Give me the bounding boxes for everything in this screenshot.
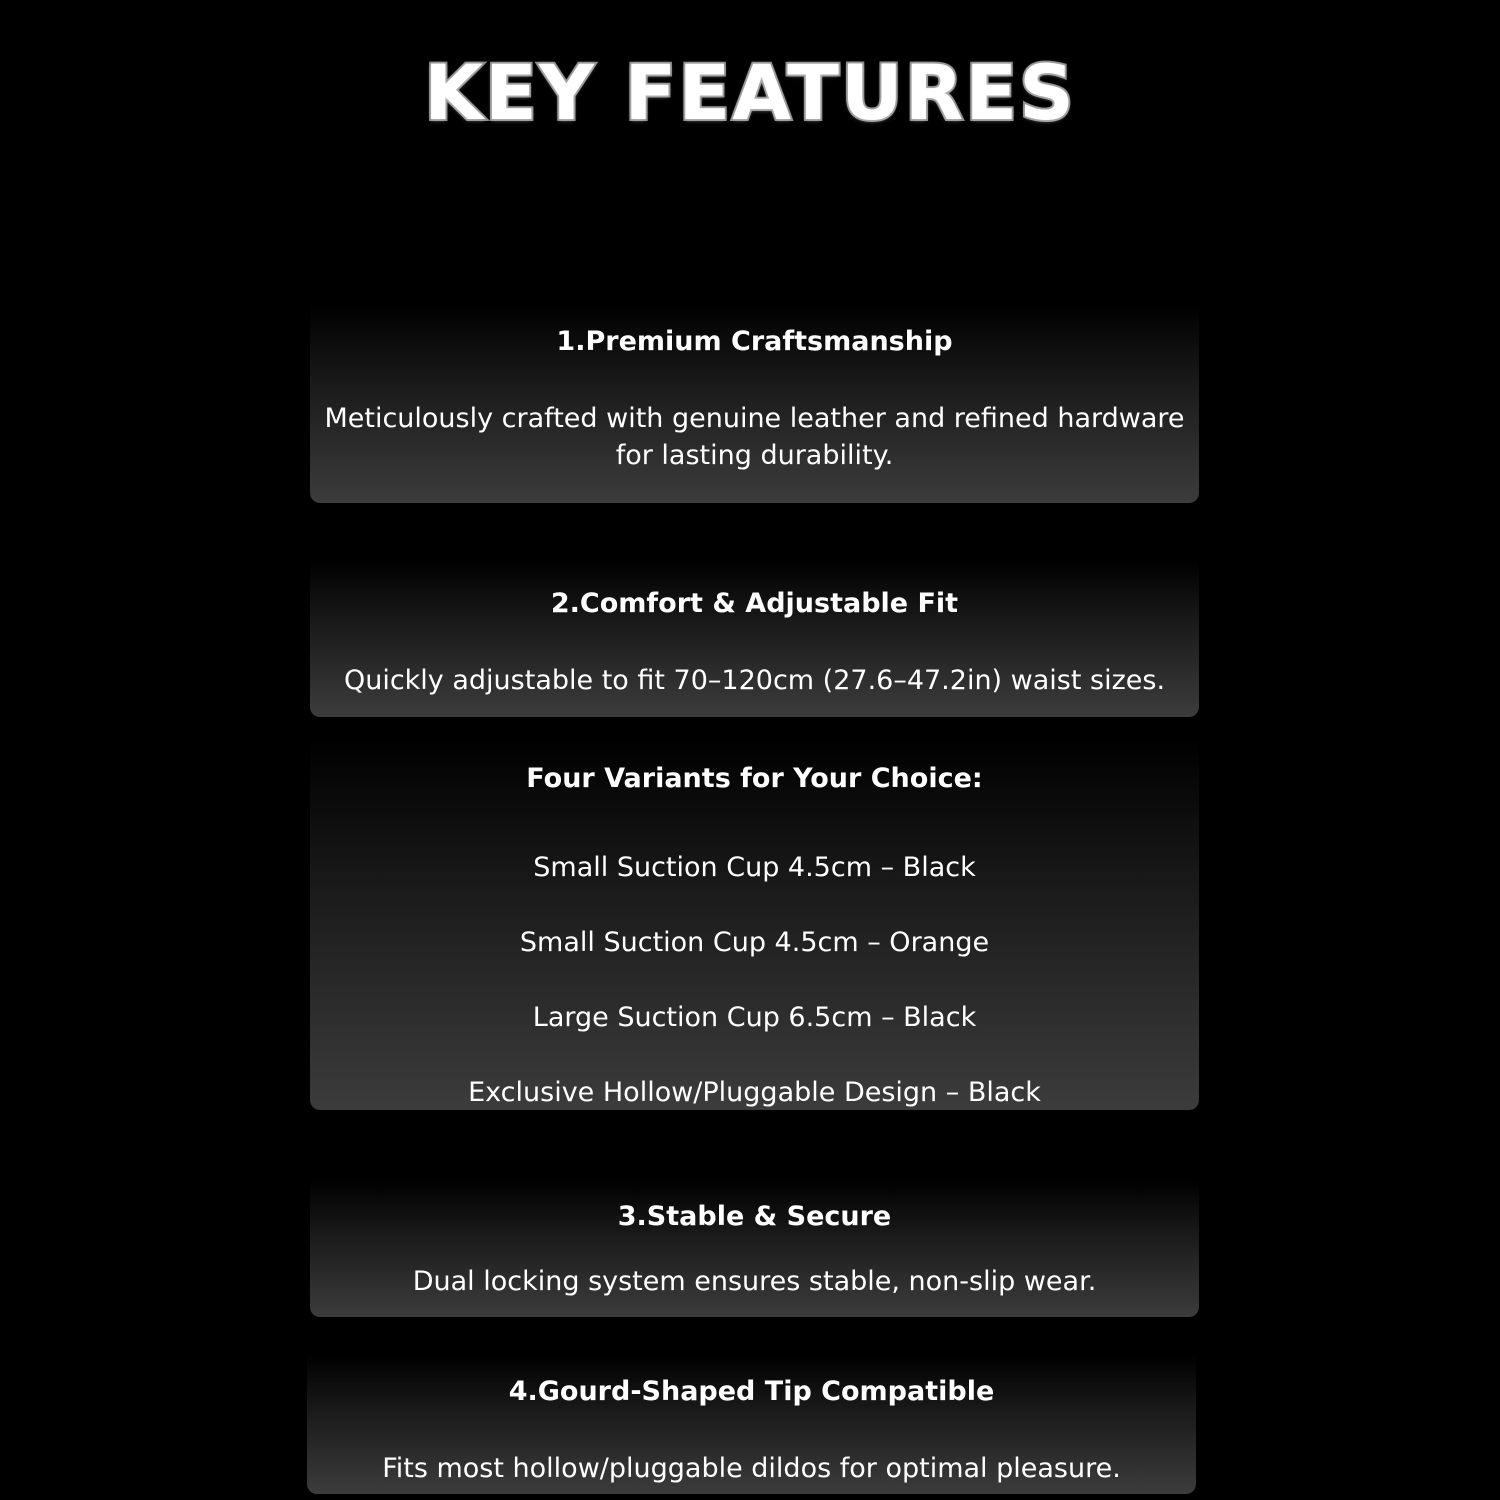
feature-title: 3.Stable & Secure xyxy=(617,1201,892,1232)
variant-item: Exclusive Hollow/Pluggable Design – Black xyxy=(468,1077,1041,1108)
feature-description-line: Meticulously crafted with genuine leather and refined hardware xyxy=(324,403,1185,434)
feature-title: 1.Premium Craftsmanship xyxy=(556,326,953,357)
variant-item: Small Suction Cup 4.5cm – Black xyxy=(533,852,976,883)
variant-item: Small Suction Cup 4.5cm – Orange xyxy=(519,927,990,958)
variant-item: Large Suction Cup 6.5cm – Black xyxy=(532,1002,977,1033)
feature-card-comfort-fit xyxy=(310,560,1199,717)
feature-description: Quickly adjustable to fit 70–120cm (27.6–47.2in) waist sizes. xyxy=(343,665,1166,696)
feature-title: 2.Comfort & Adjustable Fit xyxy=(550,588,959,619)
feature-description: Fits most hollow/pluggable dildos for optimal pleasure. xyxy=(382,1453,1121,1484)
feature-card-stable-secure xyxy=(310,1180,1199,1317)
feature-card-gourd-tip xyxy=(307,1355,1196,1494)
feature-card-premium-craftsmanship xyxy=(310,305,1199,503)
feature-title: 4.Gourd-Shaped Tip Compatible xyxy=(508,1376,995,1407)
feature-description-line: for lasting durability. xyxy=(615,440,894,471)
feature-description: Dual locking system ensures stable, non-slip wear. xyxy=(412,1266,1097,1297)
page-title: KEY FEATURES xyxy=(424,48,1076,137)
variants-title: Four Variants for Your Choice: xyxy=(526,763,983,794)
feature-card-variants xyxy=(310,738,1199,1110)
